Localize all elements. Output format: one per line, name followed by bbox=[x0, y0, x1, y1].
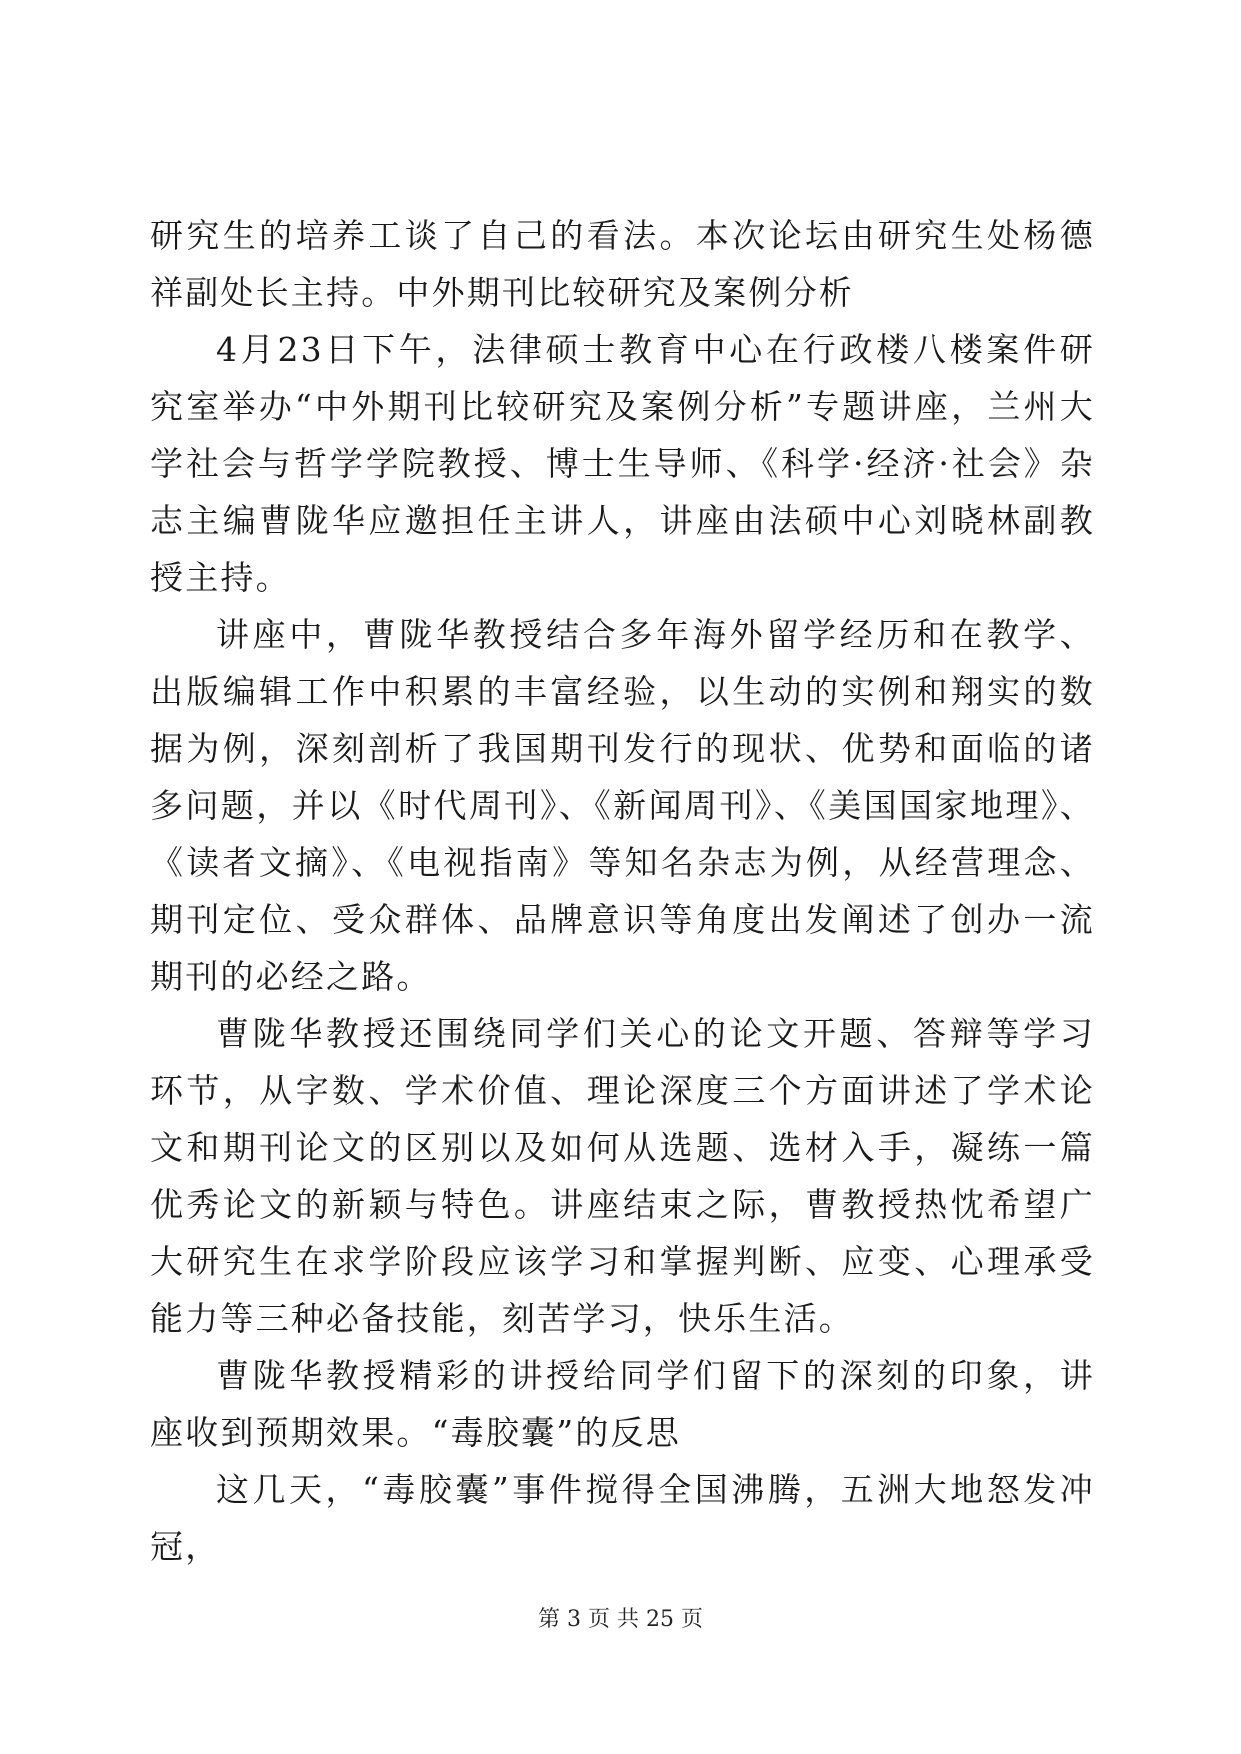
paragraph-lecture-content: 讲座中，曹陇华教授结合多年海外留学经历和在教学、出版编辑工作中积累的丰富经验，以生动的实例和翔实的数据为例，深刻剖析了我国期刊发行的现状、优势和面临的诸多问题，并以《时代周刊》、《新闻周刊》、《美国国家地理》、《读者文摘》、《电视指南》等知名杂志为例，从经营理念、期刊定位、受众群体、品牌意识等角度出发阐述了创办一流期刊的必经之路。 bbox=[150, 615, 1095, 996]
paragraph-lecture-effect: 曹陇华教授精彩的讲授给同学们留下的深刻的印象，讲座收到预期效果。“毒胶囊”的反思 bbox=[150, 1356, 1095, 1452]
paragraph-lecture-intro: 4月23日下午，法律硕士教育中心在行政楼八楼案件研究室举办“中外期刊比较研究及案例分析”专题讲座，兰州大学社会与哲学学院教授、博士生导师、《科学·经济·社会》杂志主编曹陇华应邀担任主讲人，讲座由法硕中心刘晓林副教授主持。 bbox=[150, 330, 1095, 597]
page-number-footer: 第 3 页 共 25 页 bbox=[538, 1607, 703, 1632]
document-body bbox=[150, 207, 1095, 1575]
paragraph-thesis-advice: 曹陇华教授还围绕同学们关心的论文开题、答辩等学习环节，从字数、学术价值、理论深度三个方面讲述了学术论文和期刊论文的区别以及如何从选题、选材入手，凝练一篇优秀论文的新颖与特色。讲座结束之际，曹教授热忱希望广大研究生在求学阶段应该学习和掌握判断、应变、心理承受能力等三种必备技能，刻苦学习，快乐生活。 bbox=[150, 1014, 1095, 1338]
paragraph-continuation: 研究生的培养工谈了自己的看法。本次论坛由研究生处杨德祥副处长主持。中外期刊比较研究及案例分析 bbox=[150, 216, 1095, 312]
paragraph-capsule-reflection: 这几天，“毒胶囊”事件搅得全国沸腾，五洲大地怒发冲冠， bbox=[150, 1470, 1095, 1566]
